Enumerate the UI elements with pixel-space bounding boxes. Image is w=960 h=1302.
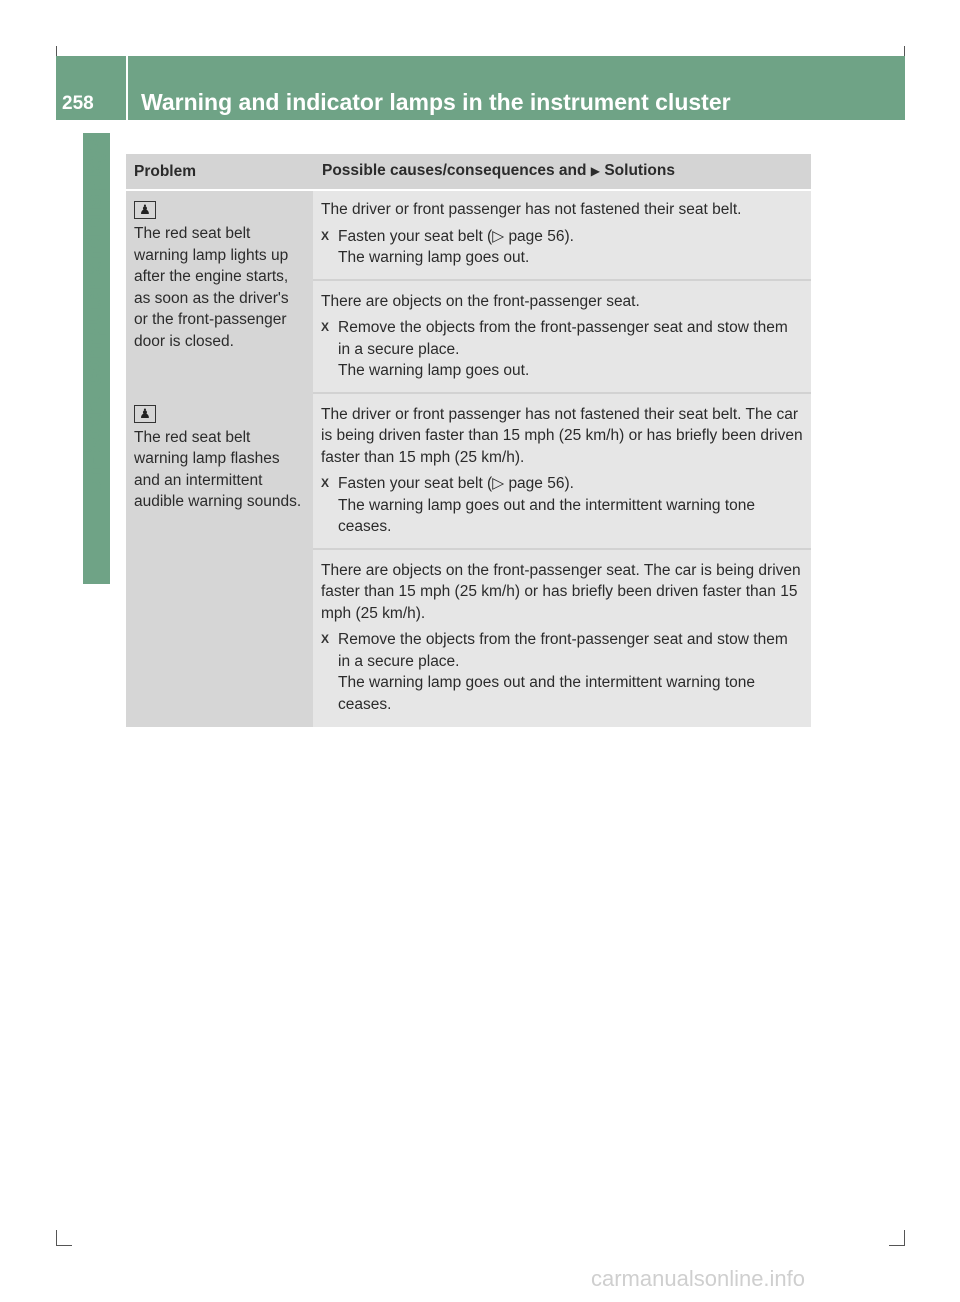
cause-text: The driver or front passenger has not fastened their seat belt. The car is being driven faster than 15 mph (25 km/h) or has briefly been driven faster than 15 mph (25 km/h). xyxy=(321,405,803,466)
cause-cell xyxy=(313,393,811,549)
cause-cell xyxy=(313,280,811,393)
problem-text: The red seat belt warning lamp lights up after the engine starts, as soon as the driver's or the front-passenger door is closed. xyxy=(134,225,289,350)
problem-cell xyxy=(126,190,313,393)
page-number: 258 xyxy=(62,93,94,114)
section-title: On-board computer and displays xyxy=(80,135,106,496)
table-row xyxy=(126,393,811,549)
cause-text: There are objects on the front-passenger seat. The car is being driven faster than 15 mph (25 km/h) or has briefly been driven faster than 15 mph (25 km/h). xyxy=(321,561,801,622)
crop-mark xyxy=(56,1245,72,1246)
column-header-solutions xyxy=(313,154,811,190)
solution-step xyxy=(321,473,803,538)
seat-belt-icon: ♟ xyxy=(134,201,156,219)
column-header-solutions-label: Possible causes/consequences and ▶ Solutions xyxy=(322,162,675,180)
solution-arrow-icon: ▶ xyxy=(590,164,601,179)
warning-table xyxy=(126,154,811,727)
crop-mark xyxy=(904,46,905,56)
problem-cell xyxy=(126,393,313,728)
step-text: Fasten your seat belt (▷ page 56). xyxy=(338,475,574,492)
seat-belt-icon: ♟ xyxy=(134,405,156,423)
crop-mark xyxy=(56,1230,57,1246)
step-text: Remove the objects from the front-passenger seat and stow them in a secure place. xyxy=(338,319,788,358)
cause-cell xyxy=(313,190,811,280)
watermark-link[interactable]: carmanualsonline.info xyxy=(591,1266,806,1291)
column-header-problem: Problem xyxy=(126,154,313,190)
step-marker-icon: X xyxy=(321,320,330,334)
table-row xyxy=(126,190,811,280)
cause-text: There are objects on the front-passenger seat. xyxy=(321,292,640,310)
crop-mark xyxy=(56,46,57,56)
step-text: Fasten your seat belt (▷ page 56). xyxy=(338,227,574,245)
step-text: Remove the objects from the front-passenger seat and stow them in a secure place. xyxy=(338,631,788,670)
step-result: The warning lamp goes out. xyxy=(338,362,530,379)
table-header-row xyxy=(126,154,811,190)
crop-mark xyxy=(889,1245,905,1246)
step-marker-icon: X xyxy=(321,228,330,243)
step-marker-icon: X xyxy=(321,476,330,490)
crop-mark xyxy=(904,1230,905,1246)
cause-text: The driver or front passenger has not fastened their seat belt. xyxy=(321,201,742,218)
step-result: The warning lamp goes out and the intermittent warning tone ceases. xyxy=(338,674,756,713)
page-title: Warning and indicator lamps in the instrument cluster xyxy=(141,89,731,115)
step-result: The warning lamp goes out. xyxy=(338,249,530,266)
cause-cell xyxy=(313,549,811,728)
solution-step xyxy=(321,317,803,382)
header-divider xyxy=(126,56,128,120)
problem-text: The red seat belt warning lamp flashes and an intermittent audible warning sounds. xyxy=(134,428,302,510)
step-result: The warning lamp goes out and the intermittent warning tone ceases. xyxy=(338,496,756,535)
step-marker-icon: X xyxy=(321,632,330,646)
solution-step xyxy=(321,226,803,269)
solution-step xyxy=(321,629,803,715)
